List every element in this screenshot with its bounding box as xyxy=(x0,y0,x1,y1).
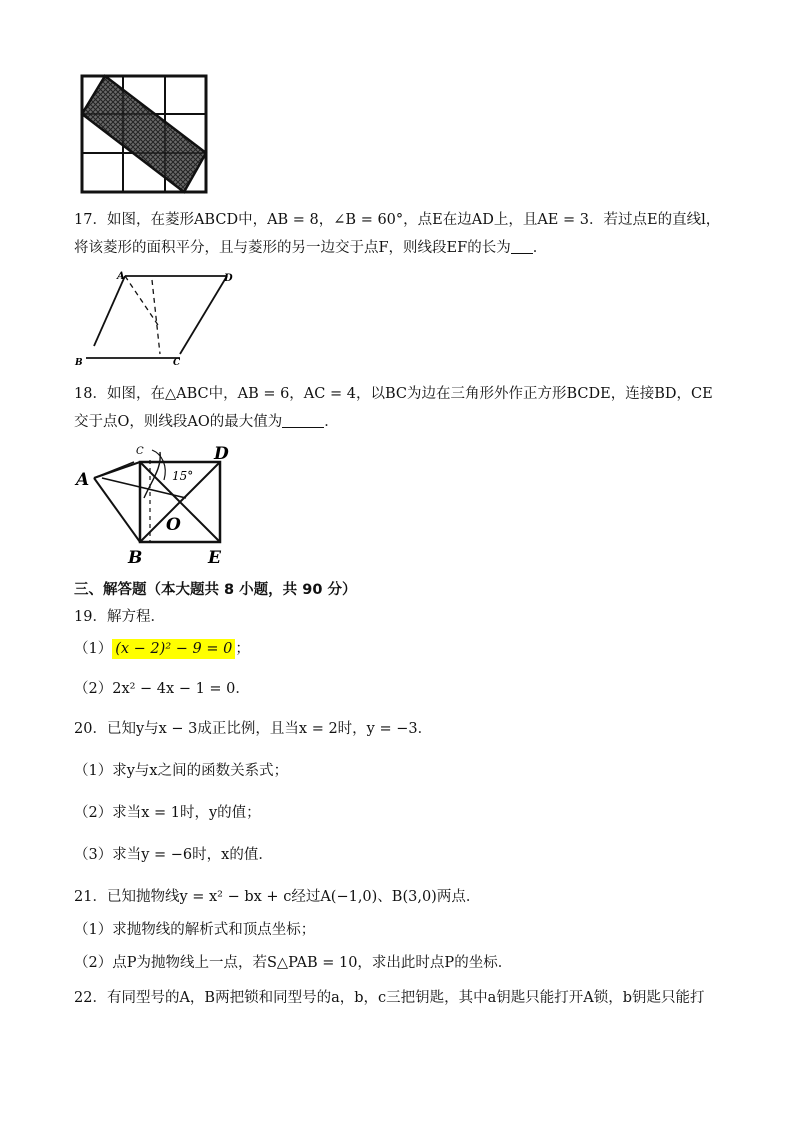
q19-part2: （2）2x² − 4x − 1 = 0． xyxy=(74,681,250,697)
square-figure xyxy=(74,440,244,568)
q20-part3: （3）求当y = −6时，x的值． xyxy=(74,847,273,863)
q18-line1: 18．如图，在△ABC中，AB = 6，AC = 4，以BC为边在三角形外作正方形BCDE，连接BD，CE xyxy=(74,386,713,402)
q18-answer-blank xyxy=(282,413,324,428)
rhombus-label-a: A xyxy=(117,271,125,282)
q19-part1 xyxy=(74,639,734,659)
square-label-d: D xyxy=(214,444,229,464)
q22-title: 22．有同型号的A，B两把锁和同型号的a，b，c三把钥匙，其中a钥匙只能打开A锁，b钥匙只能打 xyxy=(74,990,705,1006)
q19-part1-end: ； xyxy=(235,641,250,657)
grid-figure xyxy=(78,72,210,196)
q21-title: 21．已知抛物线y = x² − bx + c经过A(−1,0)、B(3,0)两点． xyxy=(74,889,481,905)
q17-line1: 17．如图，在菱形ABCD中，AB = 8，∠B = 60°，点E在边AD上，且AE = 3．若过点E的直线l， xyxy=(74,212,721,228)
rhombus-label-d: D xyxy=(224,273,233,284)
q18-line2-end: ． xyxy=(324,414,339,430)
square-angle-label: 15° xyxy=(172,469,194,483)
q20-title: 20．已知y与x − 3成正比例，且当x = 2时，y = −3． xyxy=(74,721,433,737)
q21-part1: （1）求抛物线的解析式和顶点坐标； xyxy=(74,922,316,938)
q19-part1-label: （1） xyxy=(74,641,113,657)
q20-part2: （2）求当x = 1时，y的值； xyxy=(74,805,261,821)
q17-line2-text: 将该菱形的面积平分，且与菱形的另一边交于点F，则线段EF的长为 xyxy=(74,240,511,256)
q18-line2 xyxy=(74,412,734,432)
square-label-a: A xyxy=(76,470,90,490)
square-label-o: O xyxy=(166,515,181,535)
section-3-heading: 三、解答题（本大题共 8 小题，共 90 分） xyxy=(74,582,357,598)
q17-line2 xyxy=(74,238,734,258)
square-label-b: B xyxy=(128,548,143,568)
q19-title: 19．解方程． xyxy=(74,609,165,625)
q18-line2-text: 交于点O，则线段AO的最大值为 xyxy=(74,414,283,430)
q19-part1-highlighted-expr: (x − 2)² − 9 = 0 xyxy=(112,639,235,659)
square-label-c: C xyxy=(136,446,144,457)
q17-answer-blank xyxy=(511,239,533,254)
rhombus-label-c: C xyxy=(173,358,181,368)
q21-part2: （2）点P为抛物线上一点，若S△PAB = 10，求出此时点P的坐标． xyxy=(74,955,513,971)
rhombus-figure xyxy=(72,266,242,372)
q20-part1: （1）求y与x之间的函数关系式； xyxy=(74,763,289,779)
rhombus-label-b: B xyxy=(75,358,83,368)
q17-line2-end: ． xyxy=(532,240,548,256)
square-label-e: E xyxy=(208,548,221,568)
